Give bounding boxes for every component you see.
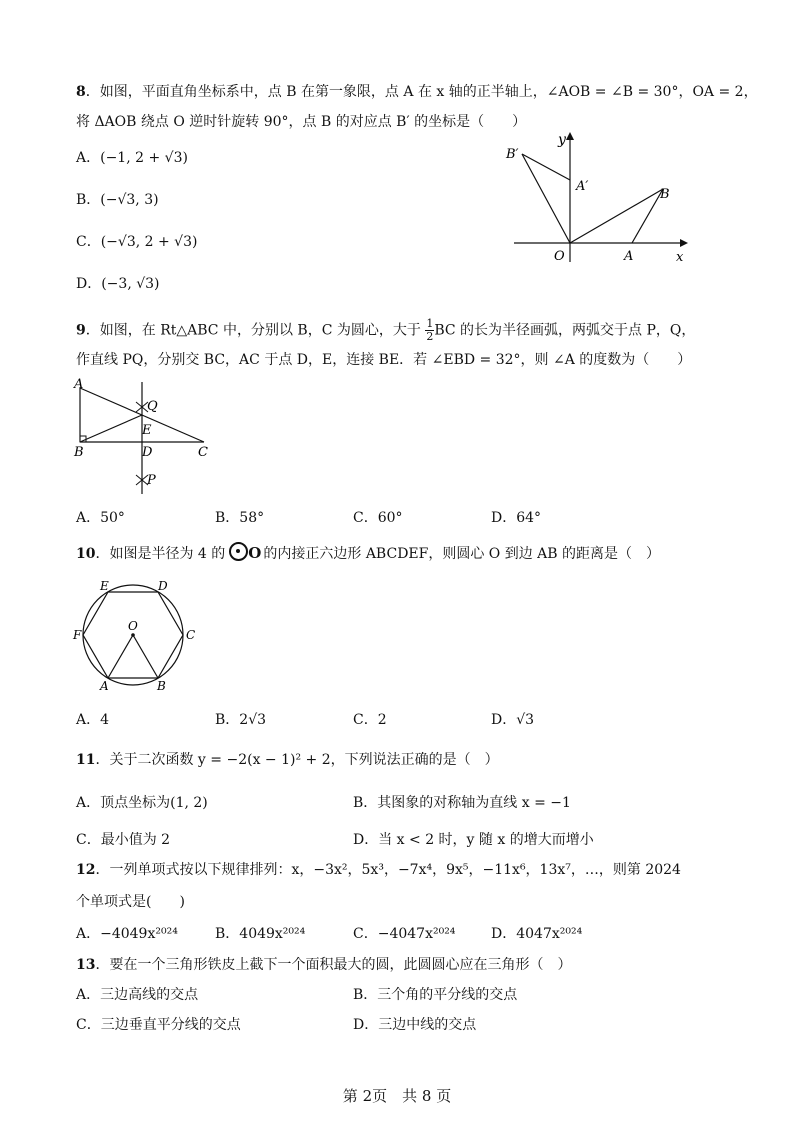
q9-option-c: C．60° — [353, 510, 403, 526]
page-footer: 第 2页 共 8 页 — [342, 1087, 452, 1105]
circle-symbol-icon — [229, 542, 248, 561]
q8-label-x: x — [676, 250, 684, 265]
q9-line1: 9．如图，在 Rt△ABC 中，分别以 B，C 为圆心，大于 $\frac{1}{2}$ BC 的长为半径画弧，两弧交于点 P，Q， — [76, 317, 696, 343]
q9-label-C: C — [198, 445, 208, 460]
q9-label-D: D — [142, 445, 153, 460]
q10-label-F: F — [73, 628, 82, 642]
q10-label-O: O — [128, 619, 138, 633]
q10-seg-OB — [133, 635, 158, 678]
q10-option-b: B．2√3 — [215, 712, 267, 728]
q9-option-b: B．58° — [215, 510, 265, 526]
q8-label-y: y — [558, 132, 566, 148]
q8-label-Bp: B′ — [506, 147, 519, 162]
q9-label-E: E — [142, 423, 152, 438]
q8-y-arrow — [566, 132, 574, 140]
q9-label-P: P — [147, 473, 156, 488]
q8-label-O: O — [554, 249, 565, 264]
q12-line2: 个单项式是( ) — [76, 894, 185, 910]
q10-label-E: E — [100, 579, 109, 593]
q10-label-D: D — [158, 579, 168, 593]
q13-option-d: D．三边中线的交点 — [353, 1017, 477, 1033]
q9-line2: 作直线 PQ，分别交 BC，AC 于点 D，E，连接 BE．若 ∠EBD = 32°，则 ∠A 的度数为（ ） — [76, 352, 692, 368]
q11-option-c: C．最小值为 2 — [76, 832, 171, 848]
q9-label-A: A — [74, 377, 84, 392]
q9-seg-BE — [80, 415, 142, 442]
q11-option-d: D．当 x < 2 时，y 随 x 的增大而增小 — [353, 832, 594, 848]
q10-option-d: D．√3 — [491, 712, 535, 728]
q9-option-d: D．64° — [491, 510, 542, 526]
q8-option-b: B．(−√3, 3) — [76, 192, 159, 208]
q8-seg-AB — [632, 189, 663, 243]
q8-label-A: A — [624, 249, 634, 264]
q13-number: 13 — [76, 957, 96, 973]
q9-number: 9 — [76, 322, 86, 339]
q10-label-A: A — [100, 679, 109, 692]
q8-option-a: A．(−1, 2 + √3) — [76, 150, 188, 166]
q13-option-c: C．三边垂直平分线的交点 — [76, 1017, 241, 1033]
q10-seg-OA — [108, 635, 133, 678]
q9-figure — [70, 376, 220, 498]
q10-number: 10 — [76, 546, 96, 562]
q9-label-B: B — [74, 445, 84, 460]
q8-seg-OB — [570, 189, 663, 243]
q13-line1: 13．要在一个三角形铁皮上截下一个面积最大的圆，此圆圆心应在三角形（ ） — [76, 957, 572, 973]
q13-option-b: B．三个角的平分线的交点 — [353, 987, 518, 1003]
q11-number: 11 — [76, 752, 96, 768]
q8-option-d: D．(−3, √3) — [76, 276, 160, 292]
q10-center-dot — [131, 633, 135, 637]
q10-label-C: C — [186, 628, 196, 642]
q8-label-B: B — [660, 187, 670, 202]
q12-option-a: A．−4049x²⁰²⁴ — [76, 926, 178, 942]
q10-figure — [70, 574, 200, 692]
q12-option-b: B．4049x²⁰²⁴ — [215, 926, 306, 942]
q11-line1: 11．关于二次函数 y = −2(x − 1)² + 2，下列说法正确的是（ ） — [76, 752, 499, 768]
q10-option-a: A．4 — [76, 712, 110, 728]
q8-number: 8 — [76, 84, 86, 100]
q11-option-b: B．其图象的对称轴为直线 x = −1 — [353, 795, 571, 811]
q12-option-d: D．4047x²⁰²⁴ — [491, 926, 583, 942]
q10-option-c: C．2 — [353, 712, 387, 728]
q10-line1: 10．如图是半径为 4 的 O 的内接正六边形 ABCDEF，则圆心 O 到边 AB 的距离是（ ） — [76, 544, 661, 562]
q8-line1: 8．如图，平面直角坐标系中，点 B 在第一象限，点 A 在 x 轴的正半轴上，∠AOB = ∠B = 30°，OA = 2， — [76, 84, 758, 100]
q12-number: 12 — [76, 862, 96, 878]
q8-figure — [500, 128, 700, 268]
q9-option-a: A．50° — [76, 510, 125, 526]
q8-option-c: C．(−√3, 2 + √3) — [76, 234, 198, 250]
q8-label-Ap: A′ — [576, 179, 589, 194]
q12-option-c: C．−4047x²⁰²⁴ — [353, 926, 456, 942]
q13-option-a: A．三边高线的交点 — [76, 987, 199, 1003]
q11-option-a: A．顶点坐标为(1, 2) — [76, 795, 208, 811]
q8-line2: 将 ΔAOB 绕点 O 逆时针旋转 90°，点 B 的对应点 B′ 的坐标是（ ） — [76, 114, 527, 130]
q8-x-arrow — [680, 239, 688, 247]
q9-label-Q: Q — [147, 399, 158, 414]
q10-label-B: B — [157, 679, 166, 692]
q12-line1: 12．一列单项式按以下规律排列：x，−3x²，5x³，−7x⁴，9x⁵，−11x⁶，13x⁷，…，则第 2024 — [76, 862, 681, 878]
q9-fraction: $\frac{1}{2}$ — [426, 317, 434, 343]
